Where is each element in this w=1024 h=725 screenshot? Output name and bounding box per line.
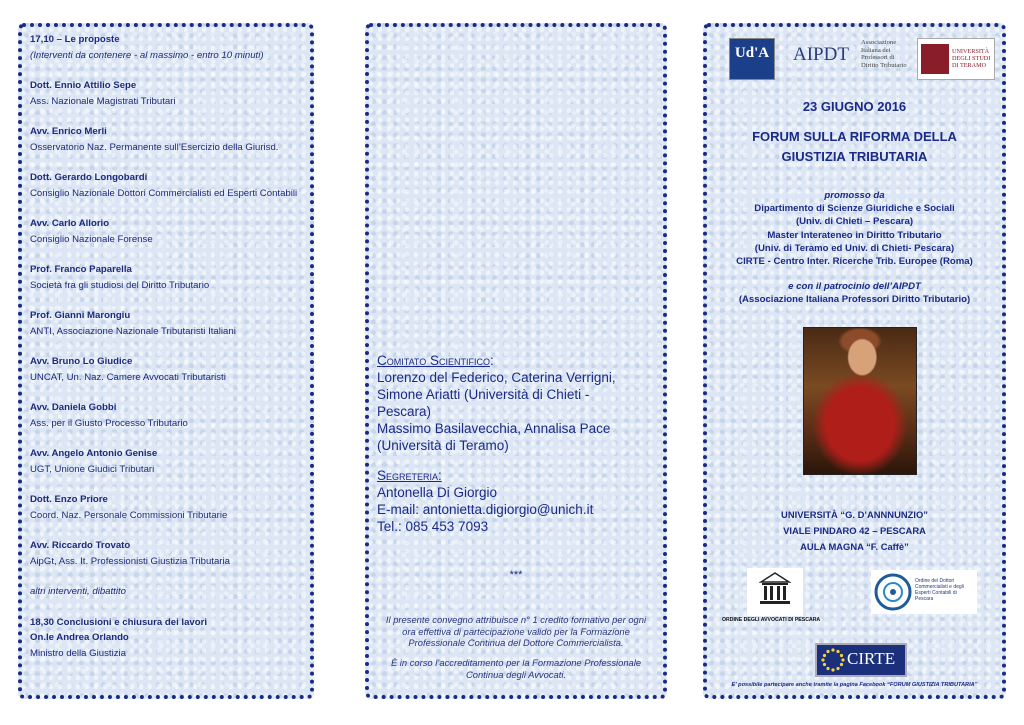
secretariat-name: Antonella Di Giorgio — [377, 485, 498, 500]
cover-panel — [703, 23, 1006, 699]
eu-stars-icon — [820, 647, 846, 673]
teramo-logo — [917, 38, 995, 80]
speaker-role: Ass. per il Giusto Processo Tributario — [30, 417, 188, 429]
aipdt-logo-sub: Associazione Italiana dei Professori di Diritto Tributario — [861, 39, 907, 70]
speaker-name: Avv. Daniela Gobbi — [30, 402, 117, 413]
venue-room: AULA MAGNA “F. Caffè” — [800, 541, 909, 552]
accreditation-note: È in corso l’accreditamento per la Formazione Professionale Continua degli Avvocati. — [390, 657, 642, 680]
committee-panel — [365, 23, 667, 699]
closing-speaker: On.le Andrea Orlando — [30, 632, 129, 643]
committee-title: Comitato Scientifico — [377, 353, 491, 368]
speaker-name: Dott. Gerardo Longobardi — [30, 172, 148, 183]
committee-line: (Università di Teramo) — [377, 438, 509, 453]
speaker-name: Avv. Carlo Allorio — [30, 218, 110, 229]
patronage-label: e con il patrocinio dell’AIPDT — [788, 281, 921, 293]
credit-note: Il presente convegno attribuisce n° 1 credito formativo per ogni ora effettiva di partecipazione valido per la Formazione Professionale Continua del Dottore Commercialista. — [385, 614, 647, 648]
speaker-name: Dott. Ennio Attilio Sepe — [30, 80, 137, 91]
program-content — [30, 32, 304, 661]
speaker-list — [30, 78, 304, 584]
event-title-line1: FORUM SULLA RIFORMA DELLA — [752, 129, 957, 144]
promoter-line: (Univ. di Teramo ed Univ. di Chieti- Pescara) — [754, 242, 955, 254]
speaker-role: Società fra gli studiosi del Diritto Tributario — [30, 279, 210, 291]
avvocati-logo-text: ORDINE DEGLI AVVOCATI DI PESCARA — [722, 617, 821, 623]
promoter-line: (Univ. di Chieti – Pescara) — [795, 216, 914, 228]
speaker-role: Ass. Nazionale Magistrati Tributari — [30, 95, 176, 107]
teramo-logo-text: UNIVERSITÀ DEGLI STUDI DI TERAMO — [952, 48, 991, 69]
uda-logo — [729, 38, 775, 80]
speaker-role: ANTI, Associazione Nazionale Tributaristi Italiani — [30, 325, 236, 337]
secretariat-email[interactable]: E-mail: antonietta.digiorgio@unich.it — [377, 502, 594, 517]
speaker-name: Avv. Angelo Antonio Genise — [30, 448, 158, 459]
speaker-name: Avv. Enrico Merli — [30, 126, 107, 137]
session-note: (Interventi da contenere - al massimo - entro 10 minuti) — [30, 49, 264, 61]
speaker-name: Dott. Enzo Priore — [30, 494, 108, 505]
program-panel — [18, 23, 314, 699]
secretariat-title: Segreteria: — [377, 468, 442, 483]
committee-line: Massimo Basilavecchia, Annalisa Pace — [377, 421, 611, 436]
speaker-name: Avv. Bruno Lo Giudice — [30, 356, 133, 367]
speaker-name: Avv. Riccardo Trovato — [30, 540, 131, 551]
speaker-role: Consiglio Nazionale Dottori Commercialisti ed Esperti Contabili — [30, 187, 298, 199]
event-date: 23 GIUGNO 2016 — [802, 99, 907, 114]
speaker-name: Prof. Franco Paparella — [30, 264, 132, 275]
committee-line: Pescara) — [377, 404, 432, 419]
logo-row — [717, 38, 996, 82]
cirte-logo — [815, 643, 907, 677]
secretariat-phone: Tel.: 085 453 7093 — [377, 519, 489, 534]
speaker-role: Coord. Naz. Personale Commissioni Tributarie — [30, 509, 228, 521]
cirte-logo-text: CIRTE — [847, 649, 896, 668]
aipdt-logo — [783, 38, 913, 80]
odcec-logo — [871, 570, 977, 614]
teramo-crest-icon — [921, 44, 949, 74]
avvocati-logo — [747, 568, 803, 616]
event-title-line2: GIUSTIZIA TRIBUTARIA — [781, 149, 928, 164]
secretariat — [377, 467, 655, 535]
patronage-sub: (Associazione Italiana Professori Diritto Tributario) — [738, 294, 971, 306]
odcec-logo-text: Ordine dei Dottori Commercialisti e degli Esperti Contabili di Pescara — [915, 578, 964, 602]
speaker-name: Prof. Gianni Marongiu — [30, 310, 131, 321]
promoter-line: Master Interateneo in Diritto Tributario — [767, 229, 942, 241]
aipdt-logo-text: AIPDT — [793, 44, 849, 65]
botticelli-painting-image — [803, 327, 917, 475]
committee-colon: : — [490, 353, 494, 368]
speaker-role: Consiglio Nazionale Forense — [30, 233, 153, 245]
courthouse-icon — [747, 568, 803, 616]
promoter-line: Dipartimento di Scienze Giuridiche e Sociali — [754, 203, 955, 215]
speaker-role: Osservatorio Naz. Permanente sull’Esercizio della Giurisd. — [30, 141, 279, 153]
venue-address: VIALE PINDARO 42 – PESCARA — [783, 525, 926, 536]
promoted-by-label: promosso da — [824, 190, 885, 201]
other-interventions: altri interventi, dibattito — [30, 586, 126, 597]
facebook-note: E’ possibile partecipare anche tramite la pagina Facebook “FORUM GIUSTIZIA TRIBUTARIA” — [731, 682, 978, 688]
promoters-block — [707, 189, 1002, 307]
speaker-role: UGT, Unione Giudici Tributari — [30, 463, 155, 475]
odcec-emblem-icon — [873, 572, 913, 612]
session-time: 17,10 – Le proposte — [30, 34, 120, 45]
closing-role: Ministro della Giustizia — [30, 647, 126, 659]
separator-stars: *** — [509, 569, 523, 581]
closing-time: 18,30 Conclusioni e chiusura dei lavori — [30, 616, 208, 628]
committee-line: Lorenzo del Federico, Caterina Verrigni, — [377, 370, 616, 385]
speaker-role: UNCAT, Un. Naz. Camere Avvocati Tributaristi — [30, 371, 226, 383]
scientific-committee — [377, 352, 655, 454]
uda-logo-text: Ud'A — [734, 45, 770, 61]
venue-university: UNIVERSITÀ “G. D’ANNNUNZIO” — [781, 509, 928, 520]
promoter-line: CIRTE - Centro Inter. Ricerche Trib. Europee (Roma) — [736, 256, 973, 268]
committee-line: Simone Ariatti (Università di Chieti - — [377, 387, 590, 402]
speaker-role: AipGt, Ass. It. Professionisti Giustizia Tributaria — [30, 555, 230, 567]
venue-block — [707, 507, 1002, 555]
